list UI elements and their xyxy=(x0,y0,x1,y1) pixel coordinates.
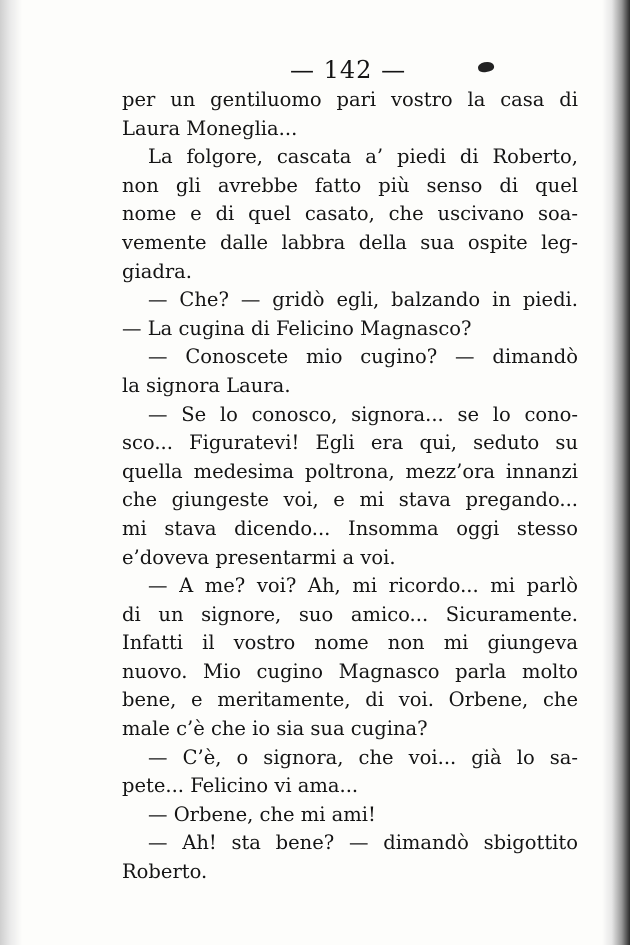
text-line: giadra. xyxy=(122,259,192,283)
text-line: — Che? — gridò egli, balzando in piedi. xyxy=(148,288,578,312)
text-line: bene, e meritamente, di voi. Orbene, che xyxy=(122,688,578,712)
body-text xyxy=(122,86,578,887)
page-edge-shadow xyxy=(602,0,630,945)
text-line: — Ah! sta bene? — dimandò sbigottito xyxy=(148,831,578,855)
text-line: di un signore, suo amico... Sicuramente. xyxy=(122,602,578,626)
ink-blot xyxy=(477,60,495,73)
text-line: — Orbene, che mi ami! xyxy=(148,802,376,826)
text-line: non gli avrebbe fatto più senso di quel xyxy=(122,173,578,197)
text-line: male c’è che io sia sua cugina? xyxy=(122,717,428,741)
text-line: — Conoscete mio cugino? — dimandò xyxy=(148,345,578,369)
text-line: Laura Moneglia... xyxy=(122,116,298,140)
text-line: sco... Figuratevi! Egli era qui, seduto su xyxy=(122,431,578,455)
text-line: che giungeste voi, e mi stava pregando... xyxy=(122,488,578,512)
text-line: nome e di quel casato, che uscivano soa- xyxy=(122,202,578,226)
text-line: — A me? voi? Ah, mi ricordo... mi parlò xyxy=(148,574,578,598)
book-spine-shadow xyxy=(0,0,22,945)
text-line: vemente dalle labbra della sua ospite leg- xyxy=(122,230,578,254)
text-line: — C’è, o signora, che voi... già lo sa- xyxy=(148,745,578,769)
text-line: Infatti il vostro nome non mi giungeva xyxy=(122,631,578,655)
text-line: mi stava dicendo... Insomma oggi stesso xyxy=(122,516,578,540)
text-line: La folgore, cascata a’ piedi di Roberto, xyxy=(148,145,578,169)
text-line: — Se lo conosco, signora... se lo cono- xyxy=(148,402,578,426)
text-line: per un gentiluomo pari vostro la casa di xyxy=(122,88,578,111)
text-line: e’doveva presentarmi a voi. xyxy=(122,545,396,569)
text-line: quella medesima poltrona, mezz’ora innanzi xyxy=(122,459,578,483)
text-line: la signora Laura. xyxy=(122,373,291,397)
page-number: — 142 — xyxy=(290,56,407,84)
text-line: — La cugina di Felicino Magnasco? xyxy=(122,316,472,340)
text-line: nuovo. Mio cugino Magnasco parla molto xyxy=(122,659,578,683)
text-line: Roberto. xyxy=(122,860,208,884)
text-line: pete... Felicino vi ama... xyxy=(122,774,359,798)
